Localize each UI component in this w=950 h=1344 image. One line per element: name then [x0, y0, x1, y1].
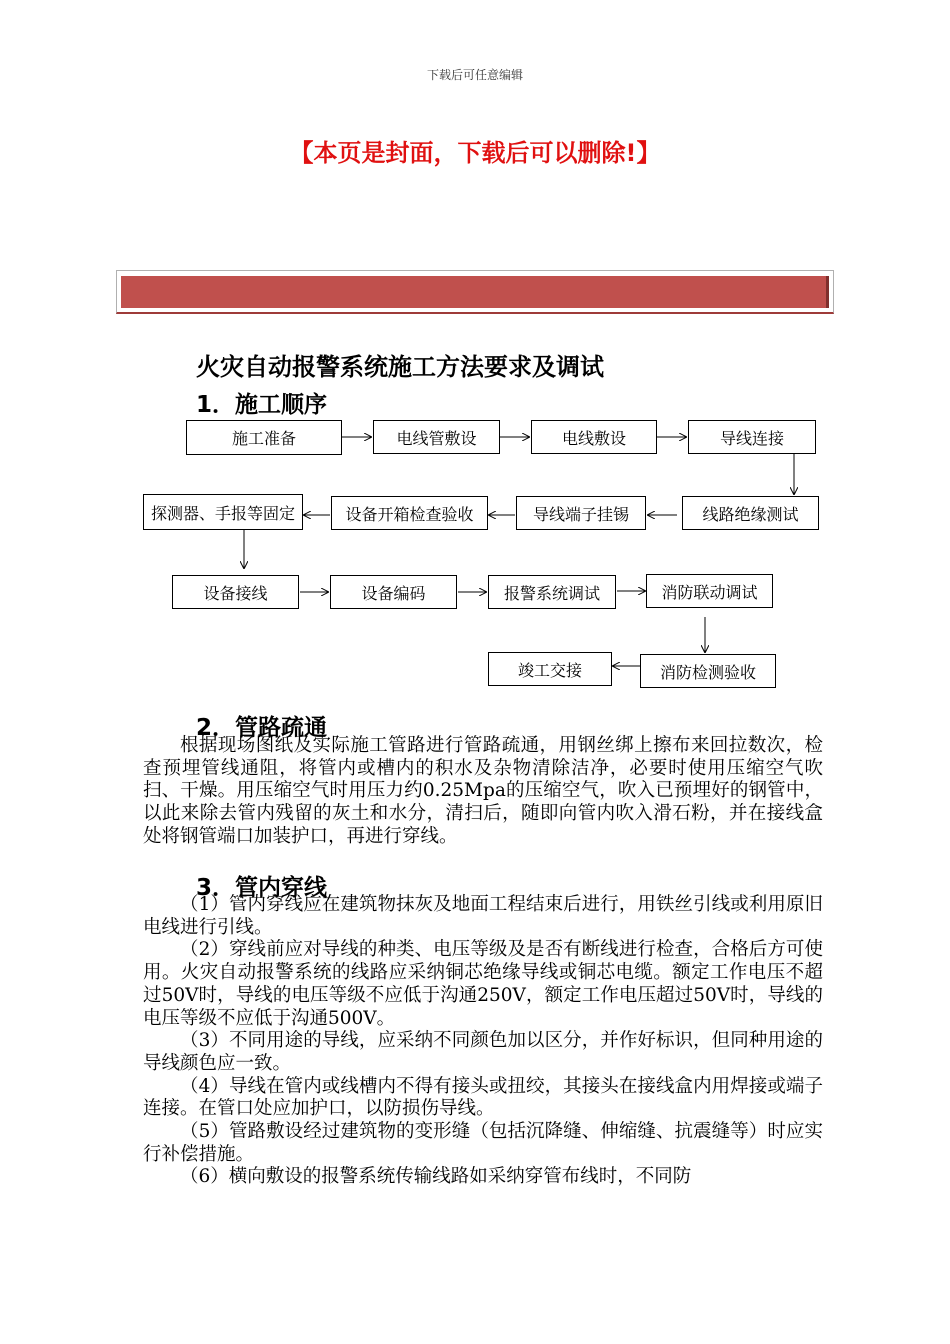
flow-step-insulation-test: 线路绝缘测试	[682, 496, 819, 530]
flow-step-device-coding: 设备编码	[330, 575, 457, 609]
section-3-paragraph-6: （6）横向敷设的报警系统传输线路如采纳穿管布线时，不同防	[180, 1166, 692, 1188]
section-3-paragraph-4: （4）导线在管内或线槽内不得有接头或扭绞，其接头在接线盒内用焊接或端子连接。在管口处应加护口，以防损伤导线。	[143, 1075, 823, 1120]
flow-step-alarm-debugging: 报警系统调试	[488, 575, 616, 609]
flow-step-unpacking-inspection: 设备开箱检查验收	[331, 496, 488, 530]
flow-step-wire-connection: 导线连接	[688, 420, 816, 454]
section-2-paragraph: 根据现场图纸及实际施工管路进行管路疏通，用钢丝绑上擦布来回拉数次，检查预埋管线通阻，将管内或槽内的积水及杂物清除洁净，必要时使用压缩空气吹扫、干燥。用压缩空气时用压力约0.25Mpa的压缩空气，吹入已预埋好的钢管中，以此来除去管内残留的灰土和水分，清扫后，随即向管内吹入滑石粉，并在接线盒处将钢管端口加装护口，再进行穿线。	[143, 735, 823, 847]
section-heading-3: 3．管内穿线	[196, 875, 328, 901]
flow-step-handover: 竣工交接	[488, 652, 612, 686]
cover-note: 【本页是封面，下载后可以删除!】	[289, 139, 661, 167]
section-3-body	[143, 894, 823, 1189]
section-3-paragraph-1: （1）管内穿线应在建筑物抹灰及地面工程结束后进行，用铁丝引线或利用原旧电线进行引线。	[143, 894, 823, 938]
flow-step-fire-inspection: 消防检测验收	[640, 654, 776, 688]
flow-step-device-wiring: 设备接线	[172, 575, 299, 609]
flow-step-wire-laying: 电线敷设	[531, 420, 657, 454]
section-heading-2: 2．管路疏通	[196, 715, 328, 741]
section-2-body	[143, 735, 823, 849]
flow-step-detector-fixing: 探测器、手报等固定	[143, 494, 303, 530]
flow-step-construction-prep: 施工准备	[186, 420, 342, 455]
section-3-paragraph-3: （3）不同用途的导线，应采纳不同颜色加以区分，并作好标识，但同种用途的导线颜色应一致。	[143, 1030, 823, 1074]
document-title: 火灾自动报警系统施工方法要求及调试	[196, 353, 604, 381]
header-note: 下载后可任意编辑	[426, 68, 523, 82]
section-3-paragraph-5: （5）管路敷设经过建筑物的变形缝（包括沉降缝、伸缩缝、抗震缝等）时应实行补偿措施。	[143, 1121, 823, 1165]
section-3-paragraph-2: （2）穿线前应对导线的种类、电压等级及是否有断线进行检查，合格后方可使用。火灾自动报警系统的线路应采纳铜芯绝缘导线或铜芯电缆。额定工作电压不超过50V时，导线的电压等级不应低于沟通250V，额定工作电压超过50V时，导线的电压等级不应低于沟通500V。	[143, 939, 823, 1029]
flow-step-terminal-tinning: 导线端子挂锡	[516, 496, 646, 530]
section-heading-1: 1．施工顺序	[196, 392, 328, 418]
flow-step-conduit-laying: 电线管敷设	[373, 420, 500, 454]
flow-step-linkage-debugging: 消防联动调试	[646, 574, 773, 608]
